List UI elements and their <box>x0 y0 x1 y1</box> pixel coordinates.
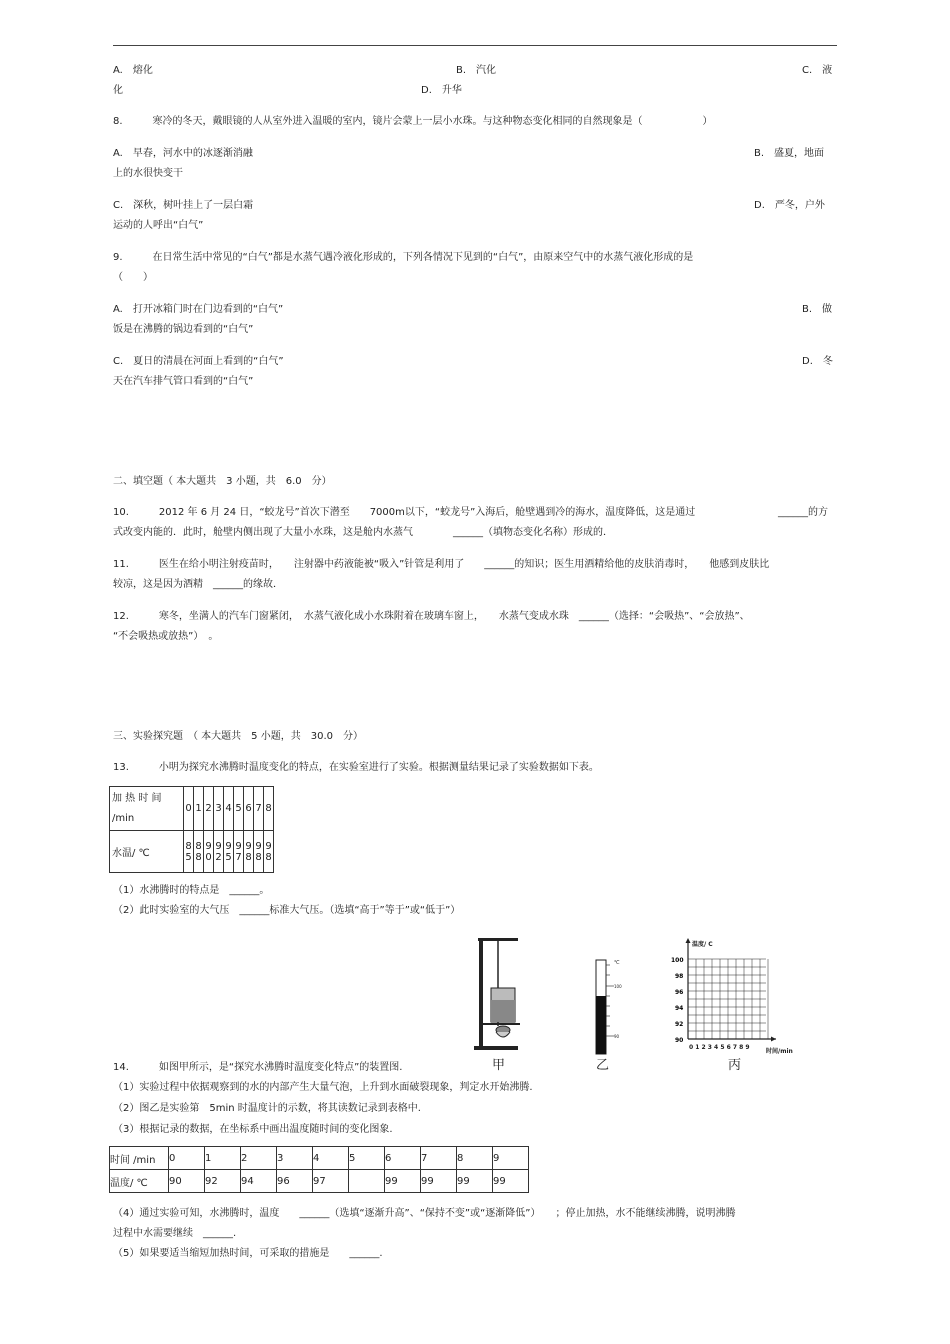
table-cell: 97 <box>313 1170 349 1193</box>
table-cell: 9 5 <box>224 831 234 873</box>
y-axis-arrow-icon <box>686 938 691 943</box>
graph-y-tick: 96 <box>675 989 684 996</box>
graph-y-tick: 100 <box>671 957 684 964</box>
q11-line1: 11. 医生在给小明注射疫苗时， 注射器中药液能被“吸入”针管是利用了 ______的知识；医生用酒精给他的皮肤消毒时， 他感到皮肤比 <box>113 559 770 570</box>
q9-paren: （ ） <box>113 272 153 283</box>
q7-option-d: D. 升华 <box>421 85 462 96</box>
q13-stem: 13. 小明为探究水沸腾时温度变化的特点，在实验室进行了实验。根据测量结果记录了实验数据如下表。 <box>113 762 599 773</box>
table-cell: 9 0 <box>204 831 214 873</box>
temperature-graph-grid <box>686 938 777 1042</box>
thermometer-reading <box>596 960 614 1054</box>
graph-y-axis-label: 温度/ C <box>692 941 713 948</box>
table-cell: 1 <box>205 1147 241 1170</box>
experiment-figure <box>470 930 810 1075</box>
q8-option-a: A. 早春，河水中的冰逐渐消融 <box>113 148 253 159</box>
q13-table-row2-label: 水温/ ℃ <box>110 831 184 873</box>
q8-stem: 8. 寒冷的冬天，戴眼镜的人从室外进入温暖的室内，镜片会蒙上一层小水珠。与这种物态变化相同的自然现象是（ ） <box>113 116 713 127</box>
table-cell: 99 <box>421 1170 457 1193</box>
q7-option-a: A. 熔化 <box>113 65 153 76</box>
q9-option-d: D. 冬 <box>802 356 833 367</box>
table-cell: 9 2 <box>214 831 224 873</box>
table-cell: 92 <box>205 1170 241 1193</box>
table-cell: 90 <box>169 1170 205 1193</box>
q8-option-c: C. 深秋，树叶挂上了一层白霜 <box>113 200 254 211</box>
label-jia: 甲 <box>492 1058 506 1073</box>
q13-data-table <box>109 786 274 873</box>
section-3-heading: 三、实验探究题 （ 本大题共 5 小题，共 30.0 分） <box>113 731 363 742</box>
label-bing: 丙 <box>728 1058 742 1073</box>
table-cell: 2 <box>204 787 214 831</box>
table-cell: 0 <box>169 1147 205 1170</box>
table-cell: 6 <box>244 787 254 831</box>
thermometer-90: 90 <box>614 1034 620 1039</box>
table-cell: 5 <box>234 787 244 831</box>
q8-option-b: B. 盛夏，地面 <box>754 148 825 159</box>
table-cell: 9 <box>493 1147 529 1170</box>
q9-option-c: C. 夏日的清晨在河面上看到的“白气” <box>113 356 284 367</box>
q7-option-b: B. 汽化 <box>456 65 497 76</box>
q14-table-row2-label: 温度/ ℃ <box>110 1170 169 1193</box>
table-cell: 7 <box>254 787 264 831</box>
table-cell: 99 <box>385 1170 421 1193</box>
q10-blank1: ______的方 <box>778 507 828 518</box>
x-axis-arrow-icon <box>771 1037 776 1042</box>
q13-sub2: （2）此时实验室的大气压 ______标准大气压。（选填“高于”等于”或“低于”） <box>113 905 461 916</box>
q9-stem: 9. 在日常生活中常见的“白气”都是水蒸气遇冷液化形成的，下列各情况下见到的“白气”，由原来空气中的水蒸气液化形成的是 <box>113 252 694 263</box>
graph-y-tick: 94 <box>675 1005 684 1012</box>
table-cell: 9 8 <box>254 831 264 873</box>
boiling-apparatus-diagram <box>474 938 520 1050</box>
table-cell: 9 8 <box>264 831 274 873</box>
label-yi: 乙 <box>596 1058 610 1073</box>
q14-sub3: （3）根据记录的数据，在坐标系中画出温度随时间的变化图象. <box>113 1124 393 1135</box>
graph-x-ticks: 0 1 2 3 4 5 6 7 8 9 <box>689 1044 750 1051</box>
q12-line2: “不会吸热或放热”） 。 <box>113 631 219 642</box>
table-cell: 94 <box>241 1170 277 1193</box>
q11-line2: 较凉，这是因为酒精 ______的缘故． <box>113 579 283 590</box>
q10-line2: 式改变内能的．此时，舱壁内侧出现了大量小水珠，这是舱内水蒸气 ______（填物态变化名称）形成的． <box>113 527 613 538</box>
table-cell: 8 5 <box>184 831 194 873</box>
table-cell: 3 <box>214 787 224 831</box>
q9-option-b: B. 做 <box>802 304 833 315</box>
table-cell: 8 <box>457 1147 493 1170</box>
q14-sub2: （2）图乙是实验第 5min 时温度计的示数，将其读数记录到表格中. <box>113 1103 421 1114</box>
thermometer-100: 100 <box>614 984 622 989</box>
q7-option-c-cont: 化 <box>113 85 123 96</box>
table-cell: 96 <box>277 1170 313 1193</box>
table-cell: 5 <box>349 1147 385 1170</box>
table-cell: 3 <box>277 1147 313 1170</box>
graph-y-tick: 92 <box>675 1021 684 1028</box>
table-cell: 9 7 <box>234 831 244 873</box>
graph-y-ticks <box>671 957 684 1044</box>
table-cell: 8 <box>264 787 274 831</box>
graph-y-tick: 90 <box>675 1037 684 1044</box>
thermometer-unit: ℃ <box>614 960 620 966</box>
q9-option-a: A. 打开冰箱门时在门边看到的“白气” <box>113 304 284 315</box>
q14-table-row1-label: 时间 /min <box>110 1147 169 1170</box>
table-cell: 99 <box>493 1170 529 1193</box>
table-cell: 99 <box>457 1170 493 1193</box>
q13-table-row1-label: 加 热 时 间 /min <box>110 787 184 831</box>
table-cell: 4 <box>313 1147 349 1170</box>
table-cell: 9 8 <box>244 831 254 873</box>
q8-option-d: D. 严冬，户外 <box>754 200 825 211</box>
q10-line1: 10. 2012 年 6 月 24 日，“蛟龙号”首次下潜至 7000m以下，“蛟龙号”入海后，舱壁遇到冷的海水，温度降低，这是通过 <box>113 507 696 518</box>
q7-option-c: C. 液 <box>802 65 833 76</box>
q14-stem: 14. 如图甲所示，是“探究水沸腾时温度变化特点”的装置图. <box>113 1062 403 1073</box>
q8-option-b-cont: 上的水很快变干 <box>113 168 183 179</box>
q14-sub1: （1）实验过程中依据观察到的水的内部产生大量气泡，上升到水面破裂现象，判定水开始沸腾. <box>113 1082 533 1093</box>
graph-y-tick: 98 <box>675 973 684 980</box>
section-2-heading: 二、填空题（ 本大题共 3 小题，共 6.0 分） <box>113 476 332 487</box>
table-cell: 4 <box>224 787 234 831</box>
table-cell: 7 <box>421 1147 457 1170</box>
q12-line1: 12. 寒冬，坐满人的汽车门窗紧闭， 水蒸气液化成小水珠附着在玻璃车窗上， 水蒸气变成水珠 ______（选择：“会吸热”、“会放热”、 <box>113 611 750 622</box>
q14-data-table <box>109 1146 529 1193</box>
table-cell: 8 8 <box>194 831 204 873</box>
q9-option-b-cont: 饭是在沸腾的锅边看到的“白气” <box>113 324 254 335</box>
table-cell: 0 <box>184 787 194 831</box>
table-cell: 1 <box>194 787 204 831</box>
top-rule <box>113 45 837 46</box>
q14-sub5: （5）如果要适当缩短加热时间，可采取的措施是 ______. <box>113 1248 383 1259</box>
q8-option-d-cont: 运动的人呼出“白气” <box>113 220 204 231</box>
q13-sub1: （1）水沸腾时的特点是 ______。 <box>113 885 270 896</box>
table-cell <box>349 1170 385 1193</box>
table-cell: 2 <box>241 1147 277 1170</box>
q14-sub4-line1: （4）通过实验可知，水沸腾时，温度 ______（选填“逐渐升高”、“保持不变”或“逐渐降低”） ；停止加热，水不能继续沸腾，说明沸腾 <box>113 1208 736 1219</box>
q14-sub4-line2: 过程中水需要继续 ______. <box>113 1228 237 1239</box>
table-cell: 6 <box>385 1147 421 1170</box>
q9-option-d-cont: 天在汽车排气管口看到的“白气” <box>113 376 254 387</box>
graph-x-axis-label: 时间/min <box>766 1048 793 1055</box>
